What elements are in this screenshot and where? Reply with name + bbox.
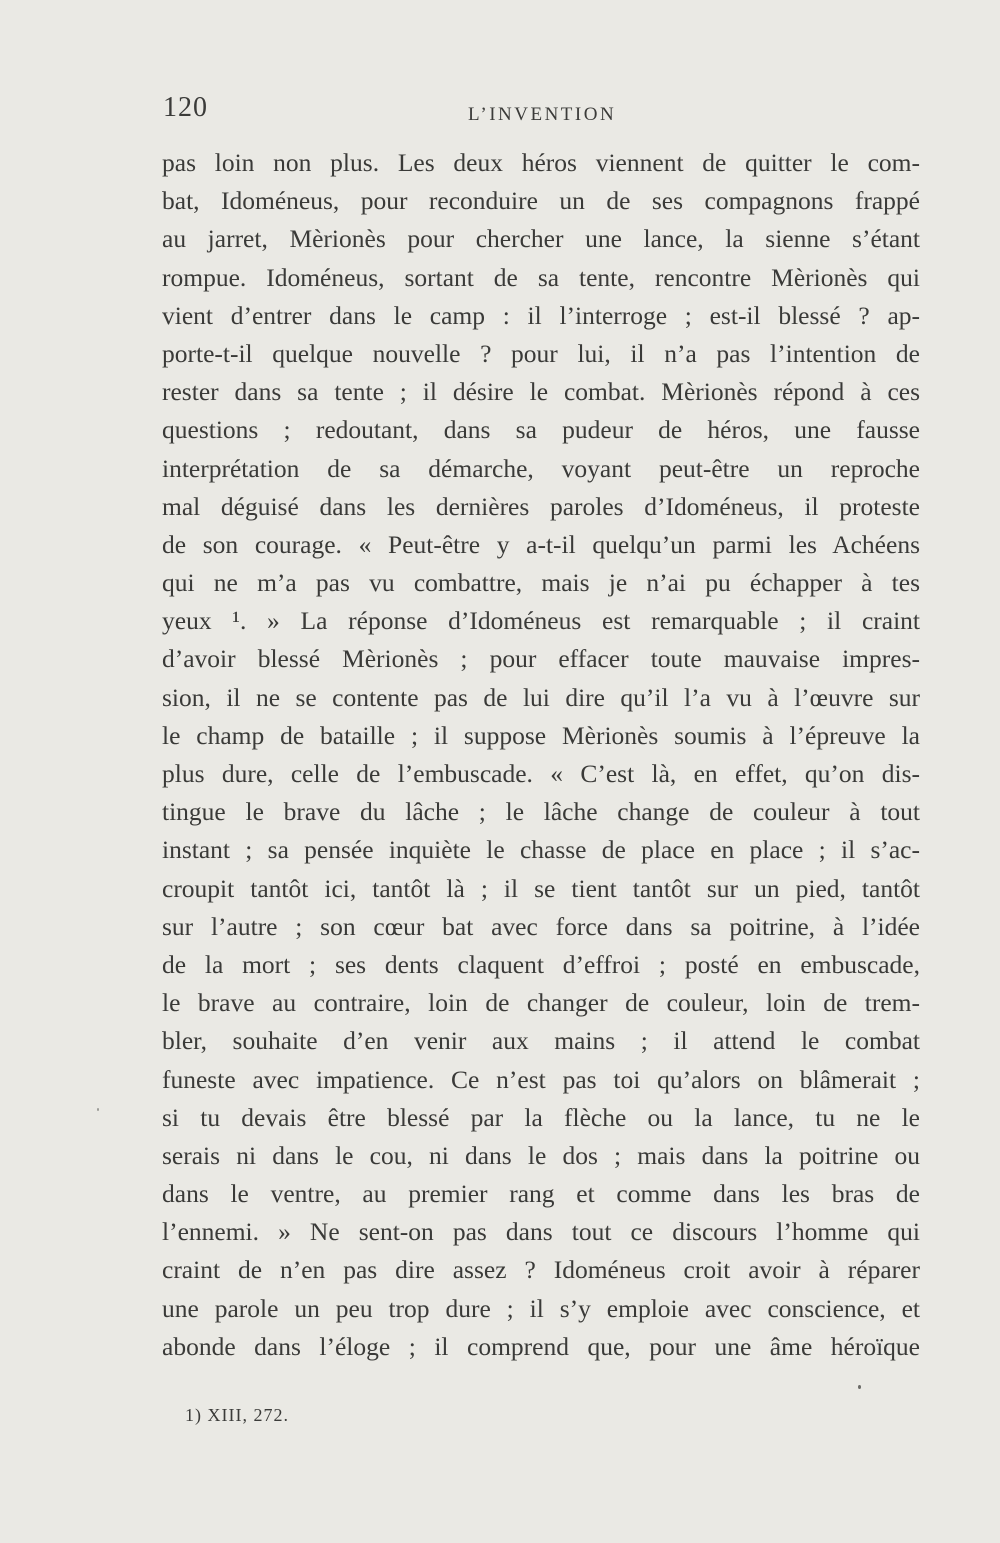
text-line: funeste avec impatience. Ce n’est pas toi qu’alors on blâmerait ; [162, 1064, 920, 1094]
text-line: qui ne m’a pas vu combattre, mais je n’ai pu échapper à tes [162, 568, 920, 598]
text-line: l’ennemi. » Ne sent-on pas dans tout ce discours l’homme qui [162, 1217, 920, 1247]
text-line: questions ; redoutant, dans sa pudeur de héros, une fausse [162, 415, 920, 445]
running-head: L’INVENTION [468, 104, 617, 125]
text-line: tingue le brave du lâche ; le lâche change de couleur à tout [162, 797, 920, 827]
text-line: bat, Idoméneus, pour reconduire un de ses compagnons frappé [162, 186, 920, 216]
text-line: instant ; sa pensée inquiète le chasse de place en place ; il s’ac- [162, 835, 920, 865]
text-line: plus dure, celle de l’embuscade. « C’est là, en effet, qu’on dis- [162, 759, 920, 788]
text-line: le brave au contraire, loin de changer de couleur, loin de trem- [162, 988, 920, 1018]
text-line: abonde dans l’éloge ; il comprend que, pour une âme héroïque [162, 1331, 920, 1361]
text-line: si tu devais être blessé par la flèche ou la lance, tu ne le [162, 1102, 920, 1132]
text-line: sion, il ne se contente pas de lui dire qu’il l’a vu à l’œuvre sur [162, 682, 920, 712]
text-line: rester dans sa tente ; il désire le combat. Mèrionès répond à ces [162, 377, 920, 407]
paper-speck [858, 1385, 861, 1389]
text-line: yeux ¹. » La réponse d’Idoméneus est remarquable ; il craint [162, 606, 920, 636]
text-line: rompue. Idoméneus, sortant de sa tente, rencontre Mèrionès qui [162, 262, 920, 292]
text-line: d’avoir blessé Mèrionès ; pour effacer toute mauvaise impres- [162, 644, 920, 674]
text-line: de la mort ; ses dents claquent d’effroi ; posté en embuscade, [162, 949, 920, 979]
text-line: le champ de bataille ; il suppose Mèrionès soumis à l’épreuve la [162, 720, 920, 750]
text-line: de son courage. « Peut-être y a-t-il quelqu’un parmi les Achéens [162, 529, 920, 559]
text-line: au jarret, Mèrionès pour chercher une lance, la sienne s’étant [162, 224, 920, 254]
text-line: interprétation de sa démarche, voyant peut-être un reproche [162, 453, 920, 483]
text-line: craint de n’en pas dire assez ? Idoméneus croit avoir à réparer [162, 1255, 920, 1285]
footnote: 1) XIII, 272. [185, 1405, 289, 1425]
text-line: porte-t-il quelque nouvelle ? pour lui, il n’a pas l’intention de [162, 338, 920, 368]
text-line: sur l’autre ; son cœur bat avec force dans sa poitrine, à l’idée [162, 911, 920, 941]
text-line: mal déguisé dans les dernières paroles d’Idoméneus, il proteste [162, 491, 920, 521]
text-line: vient d’entrer dans le camp : il l’interroge ; est-il blessé ? ap- [162, 300, 920, 330]
paper-speck [97, 1108, 99, 1111]
text-line: serais ni dans le cou, ni dans le dos ; mais dans la poitrine ou [162, 1140, 920, 1170]
body-text [162, 144, 920, 1366]
text-line: bler, souhaite d’en venir aux mains ; il attend le combat [162, 1026, 920, 1056]
page-number: 120 [163, 92, 208, 123]
text-line: pas loin non plus. Les deux héros viennent de quitter le com- [162, 148, 920, 177]
text-line: croupit tantôt ici, tantôt là ; il se tient tantôt sur un pied, tantôt [162, 873, 920, 903]
text-line: une parole un peu trop dure ; il s’y emploie avec conscience, et [162, 1293, 920, 1323]
text-line: dans le ventre, au premier rang et comme dans les bras de [162, 1179, 920, 1209]
